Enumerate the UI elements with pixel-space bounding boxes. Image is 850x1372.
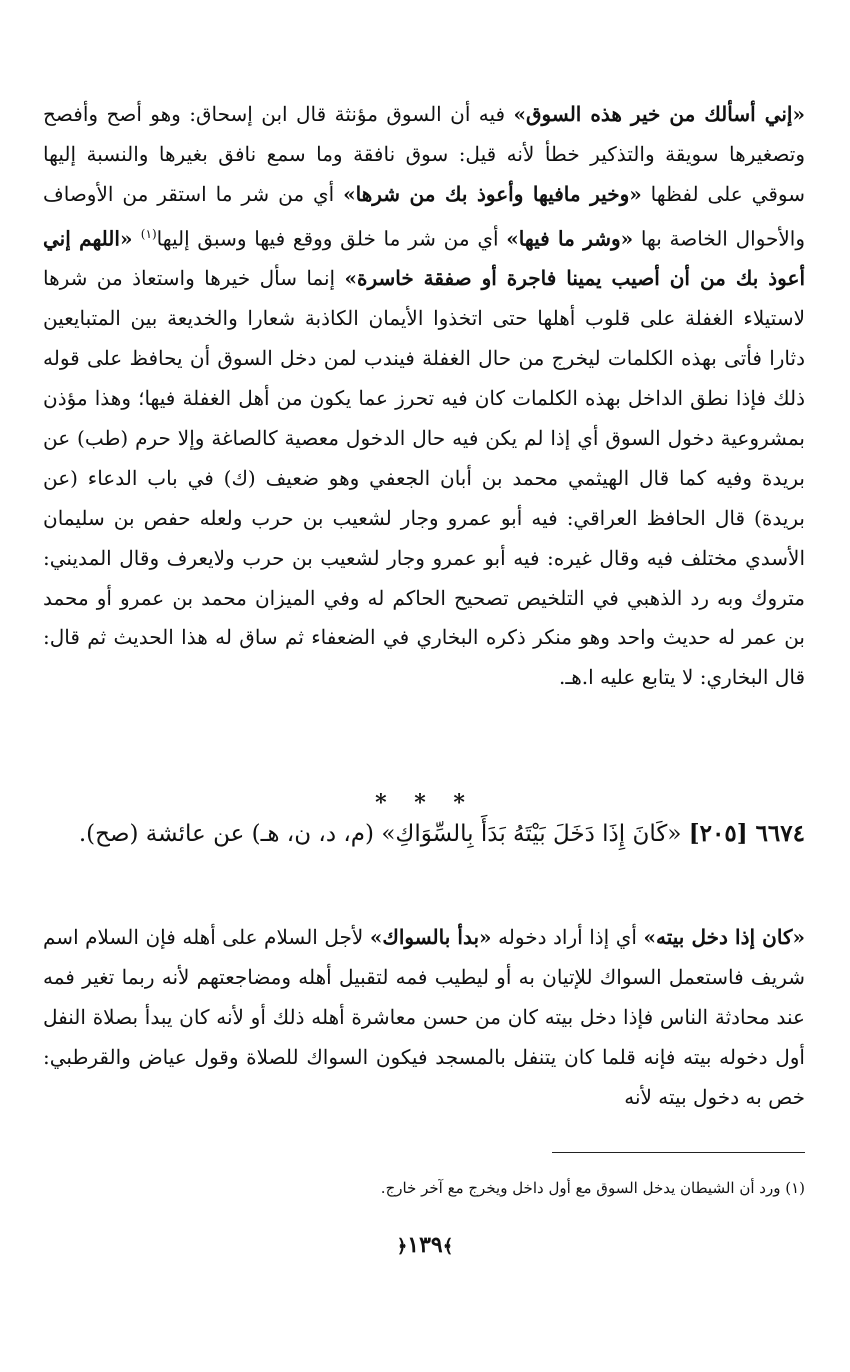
commentary-text-4: إنما سأل خيرها واستعاذ من شرها لاستيلاء الغفلة على قلوب أهلها حتى اتخذوا الأيمان الكاذبة شعارا والخديعة بين المتبايعين دثارا فأتى بهذه الكلمات ليخرج من حال الغفلة فيندب لمن دخل السوق أن يحافظ على قوله ذلك فإذا نطق الداخل بهذه الكلمات كان فيه تحرز عما يكون من أهل الغفلة فيها؛ وهذا مؤذن بمشروعية دخول السوق أي إذا لم يكن فيه حال الدخول معصية كالصاغة وإلا حرم (طب) عن بريدة وفيه كما قال الهيثمي محمد بن أبان الجعفي وهو ضعيف (ك) في باب الدعاء (عن بريدة) قال الحافظ العراقي: فيه أبو عمرو وجار لشعيب بن حرب ولعله حفص بن سليمان الأسدي مختلف فيه وقال غيره: فيه أبو عمرو وجار لشعيب بن حرب ولايعرف وقال المديني: متروك وبه رد الذهبي في التلخيص تصحيح الحاكم له وفي الميزان محمد بن عمرو أو محمد بن عمر له حديث واحد وهو منكر ذكره البخاري في الضعفاء ثم ساق له هذا الحديث ثم قال: قال البخاري: لا يتابع عليه ا.هـ. [43, 266, 805, 690]
commentary-paragraph-1 [43, 95, 805, 698]
quoted-phrase-1: «إني أسألك من خير هذه السوق» [513, 102, 805, 126]
footnote-marker[interactable]: (١) [140, 226, 157, 241]
hadith-number: ٦٦٧٤ [٢٠٥] [688, 820, 805, 847]
commentary-paragraph-2 [43, 918, 805, 1118]
commentary-text-5: أي إذا أراد دخوله [491, 925, 644, 949]
quoted-phrase-2: «وخير مافيها وأعوذ بك من شرها» [343, 181, 642, 206]
page-number-value: ١٣٩ [407, 1232, 443, 1258]
quoted-phrase-4: «اللهم إني أعوذ بك من أن أصيب يمينا فاجرة أو صفقة خاسرة» [43, 226, 805, 291]
commentary-text-1: فيه أن السوق مؤنثة قال ابن إسحاق: وهو أصح وأفصح وتصغيرها سويقة والتذكير خطأ لأنه قيل: سوق نافقة وما سمع نافق بغيرها والنسبة إليها سوقي على لفظها [43, 102, 805, 206]
quoted-phrase-3: «وشر ما فيها» [506, 226, 634, 251]
footnote: (١) ورد أن الشيطان يدخل السوق مع أول داخل ويخرج مع آخر خارج. [380, 1179, 805, 1197]
hadith-entry [43, 812, 805, 856]
page-number-ornament-right: ﴾ [442, 1236, 454, 1257]
hadith-text: «كَانَ إِذَا دَخَلَ بَيْتَهُ بَدَأَ بِالسِّوَاكِ» (م، د، ن، هـ) عن عائشة (صح). [78, 821, 689, 847]
footnote-divider [552, 1152, 805, 1153]
page-number-ornament-left: ﴿ [396, 1236, 408, 1257]
quoted-phrase-6: «بدأ بالسواك» [369, 925, 492, 949]
page-number [0, 1232, 850, 1258]
commentary-text-2: أي من شر ما استقر من الأوصاف والأحوال الخاصة بها [43, 181, 806, 251]
section-separator: * * * [375, 790, 475, 816]
commentary-text-3: أي من شر ما خلق ووقع فيها وسبق إليها [156, 226, 507, 251]
quoted-phrase-5: «كان إذا دخل بيته» [643, 925, 805, 949]
commentary-text-6: لأجل السلام على أهله فإن السلام اسم شريف فاستعمل السواك للإتيان به أو ليطيب فمه لتقبيل أهله ومضاجعتهم لأنه ربما تغير فمه عند محادثة الناس فإذا دخل بيته كان من حسن معاشرة أهله ذلك أو لأنه كان يبدأ بصلاة النفل أول دخوله بيته فإنه قلما كان يتنفل بالمسجد فيكون السواك للصلاة وقول عياض والقرطبي: خص به دخول بيته لأنه [43, 925, 805, 1109]
